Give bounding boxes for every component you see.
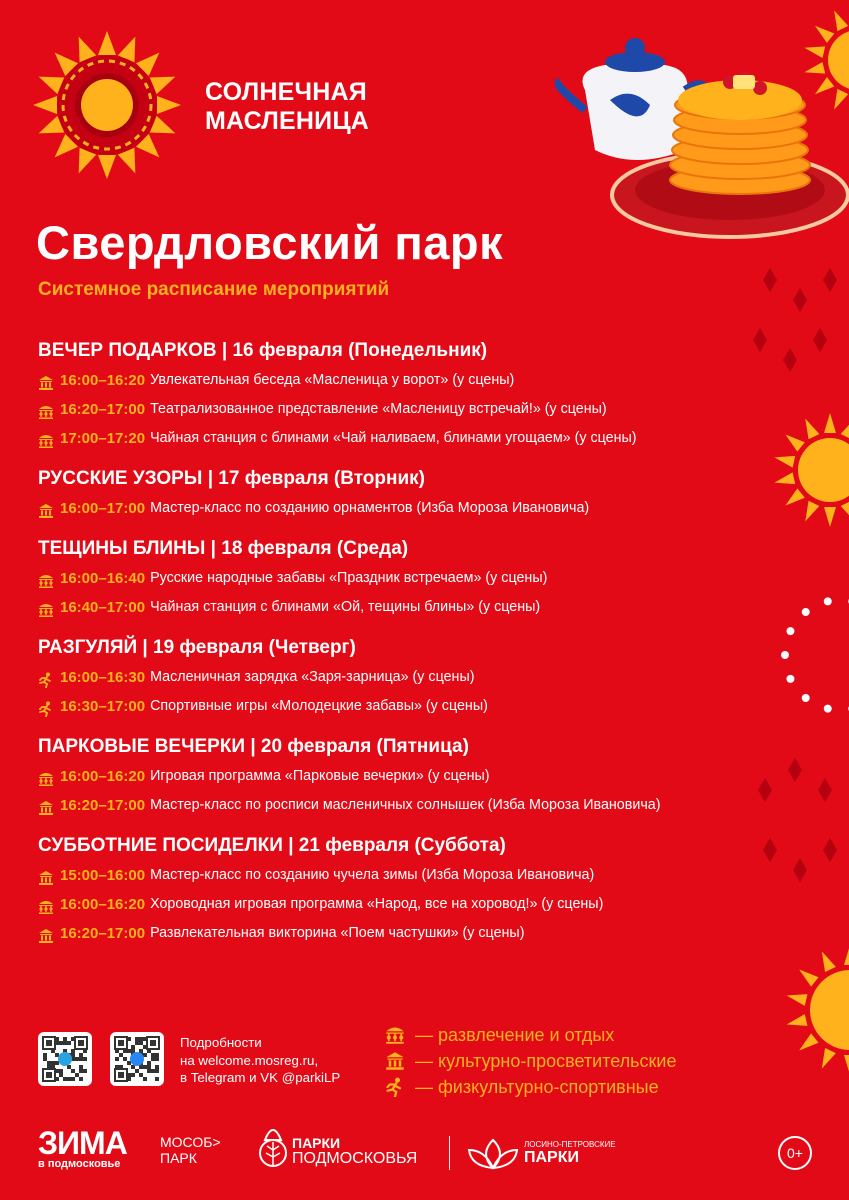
event-description: Увлекательная беседа «Масленица у ворот» (у сцены) — [150, 372, 515, 388]
mosobpark-line: ПАРК — [160, 1150, 197, 1166]
logo-line-1: СОЛНЕЧНАЯ — [205, 78, 367, 106]
entertainment-icon — [38, 431, 54, 447]
parki-line: ПОДМОСКОВЬЯ — [292, 1150, 418, 1167]
event-time: 16:00–17:00 — [60, 500, 146, 517]
culture-icon — [38, 926, 54, 942]
event-description: Масленичная зарядка «Заря-зарница» (у сцены) — [150, 669, 475, 685]
event-time: 16:20–17:00 — [60, 797, 146, 814]
event-time: 16:00–16:20 — [60, 768, 146, 785]
day-heading: ВЕЧЕР ПОДАРКОВ | 16 февраля (Понедельник) — [38, 340, 488, 361]
info-link[interactable]: на welcome.mosreg.ru, — [180, 1052, 319, 1068]
entertainment-icon — [38, 571, 54, 587]
leaves-icon — [467, 1138, 519, 1170]
page-title: Свердловский парк — [36, 216, 504, 269]
culture-icon — [38, 501, 54, 517]
zima-logo-sub: в подмосковье — [38, 1158, 121, 1170]
day-section — [38, 536, 758, 622]
sun-logo-icon — [32, 30, 182, 180]
event-time: 16:00–16:30 — [60, 669, 146, 686]
event-time: 16:20–17:00 — [60, 401, 146, 418]
day-heading: ПАРКОВЫЕ ВЕЧЕРКИ | 20 февраля (Пятница) — [38, 736, 469, 757]
day-heading: СУББОТНИЕ ПОСИДЕЛКИ | 21 февраля (Суббота) — [38, 835, 506, 856]
event-description: Игровая программа «Парковые вечерки» (у сцены) — [150, 768, 490, 784]
event-row — [38, 861, 758, 890]
event-row — [38, 395, 758, 424]
zima-logo — [38, 1125, 127, 1170]
age-rating-badge: 0+ — [778, 1136, 812, 1170]
event-time: 16:20–17:00 — [60, 925, 146, 942]
event-description: Мастер-класс по созданию чучела зимы (Изба Мороза Ивановича) — [150, 867, 595, 883]
day-section — [38, 338, 758, 453]
entertainment-icon — [38, 600, 54, 616]
vk-qr-code[interactable] — [110, 1032, 164, 1086]
legend-item — [385, 1022, 676, 1048]
info-line: Подробности — [180, 1035, 262, 1050]
entertainment-icon — [38, 897, 54, 913]
parki-podmoskovya-logo — [292, 1135, 417, 1167]
info-text — [180, 1034, 340, 1087]
legend-item — [385, 1074, 676, 1100]
mosobpark-line: МОСОБ> — [160, 1134, 221, 1150]
losino-parki-logo — [524, 1140, 616, 1167]
entertainment-icon — [38, 769, 54, 785]
event-description: Мастер-класс по созданию орнаментов (Изба Мороза Ивановича) — [150, 500, 590, 516]
day-section — [38, 635, 758, 721]
event-row — [38, 890, 758, 919]
legend-label: — физкультурно-спортивные — [415, 1077, 659, 1097]
culture-icon — [385, 1051, 405, 1071]
event-row — [38, 366, 758, 395]
event-time: 16:00–16:20 — [60, 896, 146, 913]
event-row — [38, 494, 758, 523]
zima-logo-text: ЗИМА — [38, 1125, 127, 1161]
event-description: Чайная станция с блинами «Ой, тещины блины» (у сцены) — [150, 599, 541, 615]
event-row — [38, 564, 758, 593]
event-time: 16:40–17:00 — [60, 599, 146, 616]
parki-podmoskovya-icon — [258, 1120, 288, 1170]
page-subtitle: Системное расписание мероприятий — [38, 279, 390, 300]
sport-icon — [38, 699, 54, 715]
schedule — [38, 338, 758, 961]
event-row — [38, 424, 758, 453]
day-heading: РАЗГУЛЯЙ | 19 февраля (Четверг) — [38, 637, 356, 658]
logo-line-2: МАСЛЕНИЦА — [205, 107, 370, 135]
legend-label: — развлечение и отдых — [415, 1025, 615, 1045]
event-description: Хороводная игровая программа «Народ, все на хоровод!» (у сцены) — [150, 896, 604, 912]
event-row — [38, 791, 758, 820]
day-heading: РУССКИЕ УЗОРЫ | 17 февраля (Вторник) — [38, 468, 425, 489]
event-description: Спортивные игры «Молодецкие забавы» (у сцены) — [150, 698, 488, 714]
losino-line: ЛОСИНО-ПЕТРОВСКИЕ — [524, 1140, 616, 1149]
event-description: Чайная станция с блинами «Чай наливаем, блинами угощаем» (у сцены) — [150, 430, 637, 446]
mosobpark-logo — [160, 1134, 221, 1166]
event-time: 16:30–17:00 — [60, 698, 146, 715]
event-description: Развлекательная викторина «Поем частушки» (у сцены) — [150, 925, 525, 941]
entertainment-icon — [38, 402, 54, 418]
culture-icon — [38, 798, 54, 814]
day-heading: ТЕЩИНЫ БЛИНЫ | 18 февраля (Среда) — [38, 538, 409, 559]
event-row — [38, 593, 758, 622]
info-line: в Telegram и VK @parkiLP — [180, 1070, 341, 1085]
legend-label: — культурно-просветительские — [415, 1051, 677, 1071]
event-time: 16:00–16:20 — [60, 372, 146, 389]
day-section — [38, 734, 758, 820]
entertainment-icon — [385, 1025, 405, 1045]
parki-line: ПАРКИ — [292, 1135, 341, 1151]
event-row — [38, 762, 758, 791]
sport-icon — [38, 670, 54, 686]
event-row — [38, 919, 758, 948]
losino-line: ПАРКИ — [524, 1149, 579, 1166]
event-row — [38, 663, 758, 692]
culture-icon — [38, 373, 54, 389]
event-description: Театрализованное представление «Масленицу встречай!» (у сцены) — [150, 401, 607, 417]
legend-item — [385, 1048, 676, 1074]
event-time: 16:00–16:40 — [60, 570, 146, 587]
day-section — [38, 833, 758, 948]
culture-icon — [38, 868, 54, 884]
day-section — [38, 466, 758, 523]
event-description: Мастер-класс по росписи масленичных солнышек (Изба Мороза Ивановича) — [150, 797, 661, 813]
festival-logo-text — [205, 78, 369, 136]
event-row — [38, 692, 758, 721]
legend — [385, 1022, 676, 1100]
sport-icon — [385, 1077, 405, 1097]
telegram-qr-code[interactable] — [38, 1032, 92, 1086]
divider — [449, 1136, 450, 1170]
event-time: 15:00–16:00 — [60, 867, 146, 884]
event-description: Русские народные забавы «Праздник встречаем» (у сцены) — [150, 570, 548, 586]
event-time: 17:00–17:20 — [60, 430, 146, 447]
